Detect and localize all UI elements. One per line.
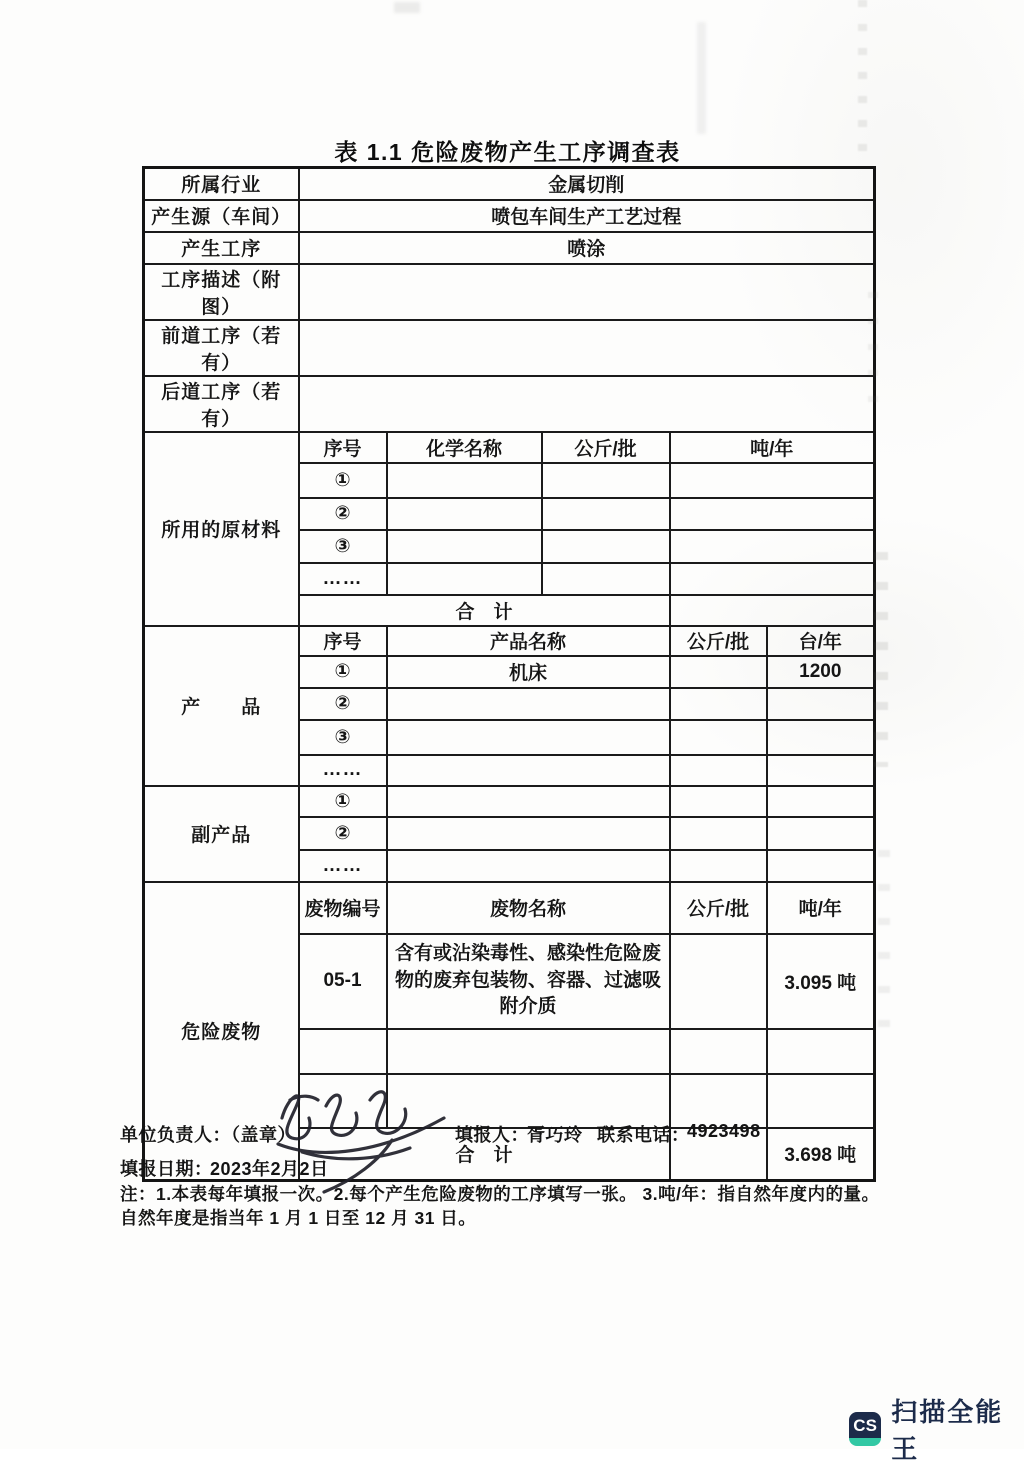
byproduct-row-name xyxy=(387,817,670,850)
process-description-value xyxy=(299,264,875,320)
raw-row-name xyxy=(387,530,542,563)
scan-artifact xyxy=(697,22,706,134)
waste-row-kg xyxy=(670,1029,767,1074)
product-col-units-header: 台/年 xyxy=(767,626,875,656)
byproduct-row-no: ① xyxy=(299,786,387,817)
table-row xyxy=(144,200,875,232)
product-row-name xyxy=(387,755,670,786)
byproduct-row-kg xyxy=(670,817,767,850)
raw-row-tons xyxy=(670,530,875,563)
byproduct-row-no: …… xyxy=(299,850,387,882)
waste-row-tons: 3.095 吨 xyxy=(767,934,875,1029)
scan-artifact xyxy=(878,850,890,1030)
raw-row-tons xyxy=(670,563,875,595)
source-workshop-label: 产生源（车间） xyxy=(144,200,299,232)
waste-total-label: 合 计 xyxy=(299,1128,670,1181)
product-row-units xyxy=(767,688,875,720)
note-line-1: 注：1.本表每年填报一次。2.每个产生危险废物的工序填写一张。 3.吨/年：指自然年度内的量。 xyxy=(120,1184,880,1204)
industry-value: 金属切削 xyxy=(299,168,875,200)
hazardous-waste-survey-table xyxy=(142,166,876,1182)
process-value: 喷涂 xyxy=(299,232,875,264)
raw-col-no-header: 序号 xyxy=(299,432,387,463)
waste-row-tons xyxy=(767,1029,875,1074)
product-row-name xyxy=(387,688,670,720)
byproducts-section-label: 副产品 xyxy=(144,786,299,882)
byproduct-row-name xyxy=(387,786,670,817)
table-row xyxy=(144,264,875,320)
waste-row-name xyxy=(387,1029,670,1074)
raw-row-kg xyxy=(542,530,670,563)
process-label: 产生工序 xyxy=(144,232,299,264)
raw-row-kg xyxy=(542,463,670,498)
raw-total-value xyxy=(670,595,875,626)
waste-col-code-header: 废物编号 xyxy=(299,882,387,934)
byproduct-row-units xyxy=(767,817,875,850)
product-col-no-header: 序号 xyxy=(299,626,387,656)
table-row xyxy=(144,432,875,463)
product-row-name: 机床 xyxy=(387,656,670,688)
previous-process-value xyxy=(299,320,875,376)
table-row xyxy=(144,626,875,656)
industry-label: 所属行业 xyxy=(144,168,299,200)
byproduct-row-units xyxy=(767,850,875,882)
waste-col-tons-header: 吨/年 xyxy=(767,882,875,934)
camscanner-logo-icon xyxy=(849,1412,881,1446)
camscanner-logo-initials: CS xyxy=(853,1415,877,1435)
byproduct-row-kg xyxy=(670,850,767,882)
byproduct-row-no: ② xyxy=(299,817,387,850)
product-row-units xyxy=(767,720,875,755)
waste-col-kg-header: 公斤/批 xyxy=(670,882,767,934)
next-process-value xyxy=(299,376,875,432)
product-row-name xyxy=(387,720,670,755)
filler-label: 填报人： xyxy=(455,1125,529,1145)
waste-row-tons xyxy=(767,1074,875,1128)
product-row-no: …… xyxy=(299,755,387,786)
product-row-no: ② xyxy=(299,688,387,720)
byproduct-row-units xyxy=(767,786,875,817)
filler-name: 胥巧玲 xyxy=(527,1125,583,1145)
waste-row-name: 含有或沾染毒性、感染性危险废物的废弃包装物、容器、过滤吸附介质 xyxy=(387,934,670,1029)
product-row-units: 1200 xyxy=(767,656,875,688)
note-line-2: 自然年度是指当年 1 月 1 日至 12 月 31 日。 xyxy=(120,1208,477,1228)
table-row xyxy=(144,320,875,376)
raw-col-kg-header: 公斤/批 xyxy=(542,432,670,463)
raw-row-kg xyxy=(542,498,670,530)
source-workshop-value: 喷包车间生产工艺过程 xyxy=(299,200,875,232)
raw-row-no: ② xyxy=(299,498,387,530)
raw-row-no: ③ xyxy=(299,530,387,563)
phone-number: 4923498 xyxy=(687,1121,761,1141)
raw-total-label: 合 计 xyxy=(299,595,670,626)
report-date-value: 2023年2月2日 xyxy=(210,1159,329,1179)
responsible-person-label: 单位负责人：（盖章） xyxy=(120,1125,296,1145)
raw-col-name-header: 化学名称 xyxy=(387,432,542,463)
waste-row-kg xyxy=(670,934,767,1029)
product-col-kg-header: 公斤/批 xyxy=(670,626,767,656)
waste-row-code xyxy=(299,1029,387,1074)
waste-col-name-header: 废物名称 xyxy=(387,882,670,934)
table-row xyxy=(144,168,875,200)
product-row-kg xyxy=(670,755,767,786)
form-title: 表 1.1 危险废物产生工序调查表 xyxy=(334,139,681,165)
raw-row-no: …… xyxy=(299,563,387,595)
table-row xyxy=(144,376,875,432)
raw-row-tons xyxy=(670,463,875,498)
camscanner-logo-text: 扫描全能王 xyxy=(891,1397,1004,1464)
product-row-kg xyxy=(670,688,767,720)
product-col-name-header: 产品名称 xyxy=(387,626,670,656)
waste-row-code: 05-1 xyxy=(299,934,387,1029)
hazardous-waste-section-label: 危险废物 xyxy=(144,882,299,1181)
raw-row-kg xyxy=(542,563,670,595)
handwritten-signature xyxy=(268,1080,458,1195)
table-row xyxy=(144,786,875,817)
raw-row-tons xyxy=(670,498,875,530)
table-row xyxy=(144,232,875,264)
raw-col-tons-header: 吨/年 xyxy=(670,432,875,463)
camscanner-watermark xyxy=(849,1392,1024,1466)
table-row xyxy=(144,882,875,934)
scan-artifact xyxy=(394,2,420,13)
product-row-units xyxy=(767,755,875,786)
raw-row-name xyxy=(387,463,542,498)
next-process-label: 后道工序（若有） xyxy=(144,376,299,432)
product-row-no: ① xyxy=(299,656,387,688)
product-row-kg xyxy=(670,720,767,755)
product-row-no: ③ xyxy=(299,720,387,755)
raw-materials-section-label: 所用的原材料 xyxy=(144,432,299,626)
raw-row-name xyxy=(387,498,542,530)
raw-row-no: ① xyxy=(299,463,387,498)
scan-artifact xyxy=(874,552,888,767)
previous-process-label: 前道工序（若有） xyxy=(144,320,299,376)
phone-label: 联系电话： xyxy=(597,1125,690,1145)
byproduct-row-name xyxy=(387,850,670,882)
raw-row-name xyxy=(387,563,542,595)
waste-row-kg xyxy=(670,1074,767,1128)
byproduct-row-kg xyxy=(670,786,767,817)
waste-total-tons: 3.698 吨 xyxy=(767,1128,875,1181)
process-description-label: 工序描述（附图） xyxy=(144,264,299,320)
report-date-label: 填报日期： xyxy=(120,1159,213,1179)
products-section-label: 产 品 xyxy=(144,626,299,786)
product-row-kg xyxy=(670,656,767,688)
